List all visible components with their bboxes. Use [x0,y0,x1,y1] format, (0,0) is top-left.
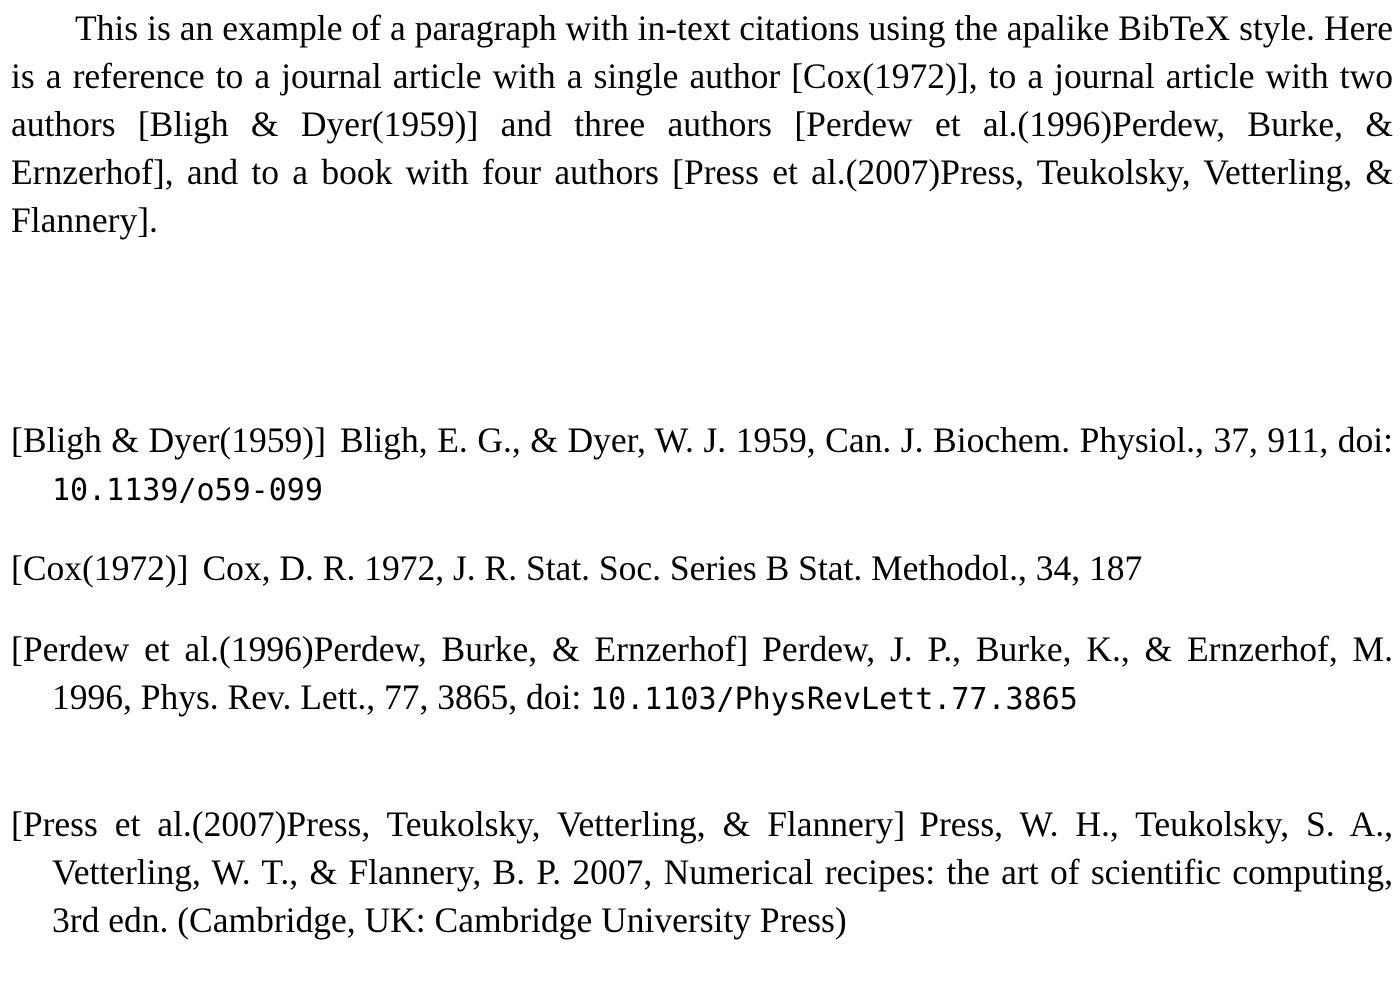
bib-key: [Bligh & Dyer(1959)] [11,420,326,460]
paragraph-text: and three authors [478,104,795,144]
paragraph-text: . [149,200,158,240]
bibliography-entry [11,800,1393,944]
bibliography-entry [11,416,1393,515]
bib-key: [Press et al.(2007)Press, Teukolsky, Vetterling, & Flannery] [11,804,906,844]
bibliography-entry [11,544,1393,592]
bib-text: Cox, D. R. 1972, J. R. Stat. Soc. Series B Stat. Methodol., 34, 187 [202,548,1143,588]
citation-cox[interactable]: [Cox(1972)] [791,56,969,96]
doi-link[interactable]: 10.1103/PhysRevLett.77.3865 [590,682,1078,717]
bib-text: Bligh, E. G., & Dyer, W. J. 1959, Can. J. Biochem. Physiol., 37, 911, doi: [339,420,1393,460]
bib-text: Press, W. H., Teukolsky, S. A., Vetterling, W. T., & Flannery, B. P. 2007, Numerical recipes: the art of scientific computing, 3rd edn. (Cambridge, UK: Cambridge University Press) [52,804,1394,940]
citation-bligh-dyer[interactable]: [Bligh & Dyer(1959)] [137,104,479,144]
citation-press[interactable]: [Press et al.(2007)Press, Teukolsky, Vetterling, & Flannery] [11,152,1394,240]
bib-key: [Cox(1972)] [11,548,189,588]
bib-text: Perdew, J. P., Burke, K., & Ernzerhof, M. 1996, Phys. Rev. Lett., 77, 3865, doi: [52,629,1393,717]
bibliography-entry [11,625,1393,724]
paragraph-text: This is an example of a paragraph with in-text citations using the apalike BibTeX style. Here is a reference to a journal article with a single author [11,8,1393,96]
paragraph-text: , and to a book with four authors [164,152,673,192]
doi-link[interactable]: 10.1139/o59-099 [52,473,323,508]
body-paragraph [11,4,1393,244]
citation-perdew[interactable]: [Perdew et al.(1996)Perdew, Burke, & Ernzerhof] [11,104,1393,192]
bib-key: [Perdew et al.(1996)Perdew, Burke, & Ernzerhof] [11,629,749,669]
paragraph-text: , to a journal article with two authors [11,56,1393,144]
